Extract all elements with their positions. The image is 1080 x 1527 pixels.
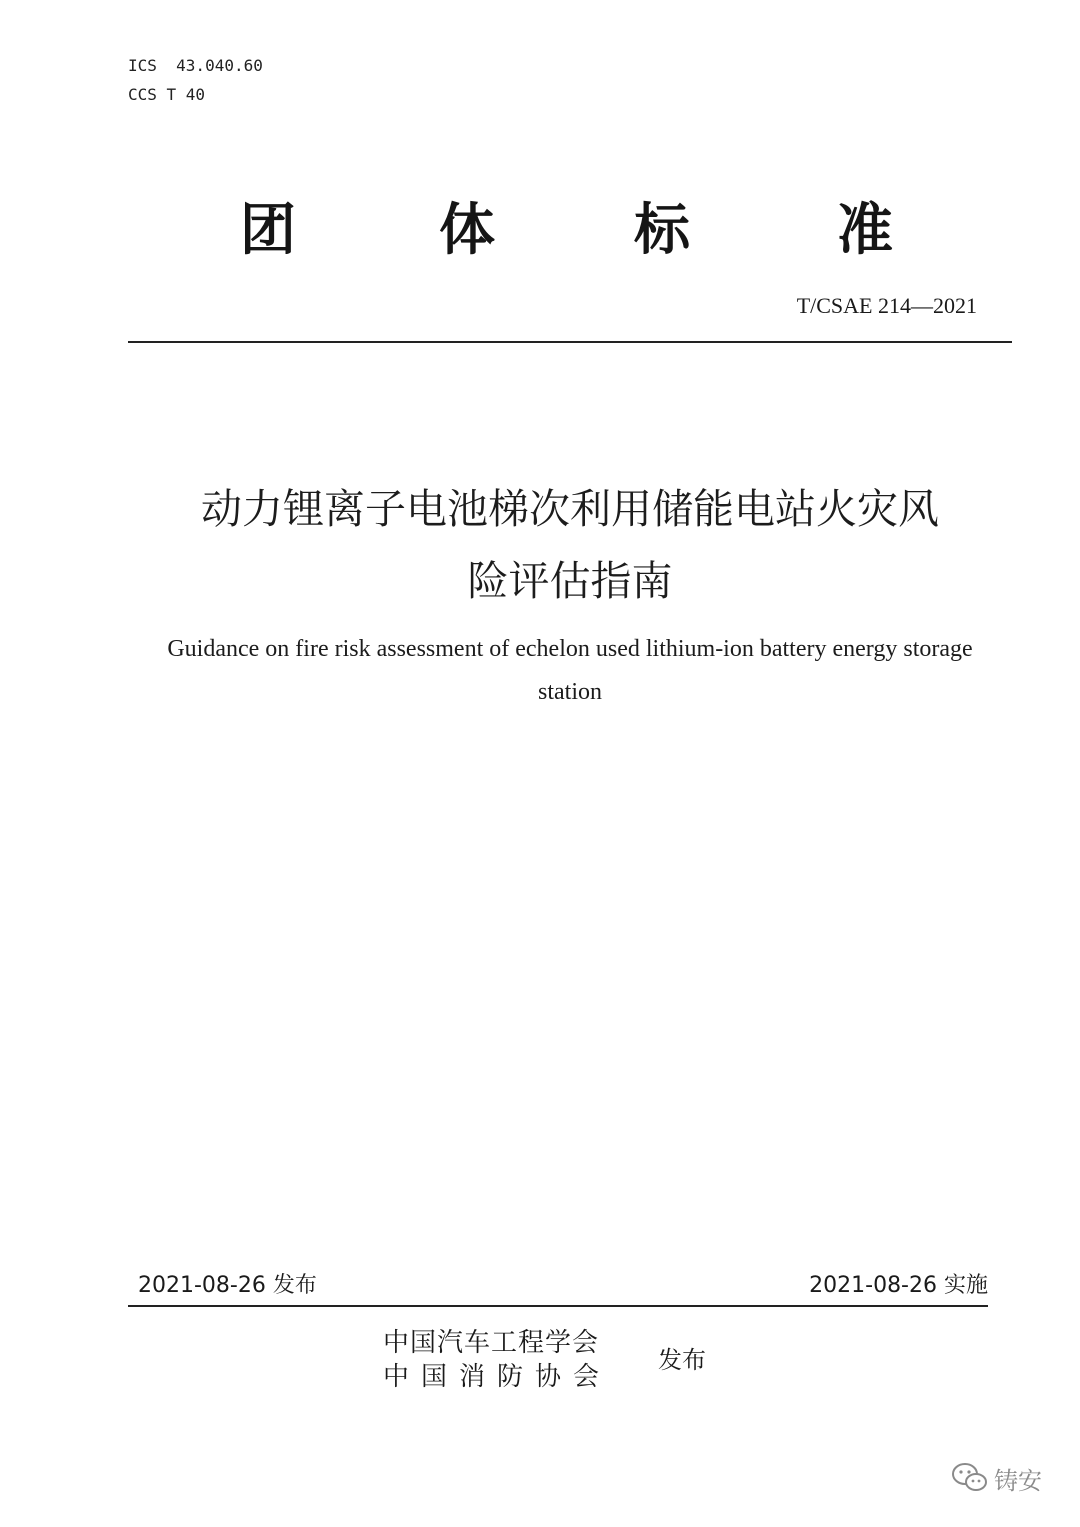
effective-date: 2021-08-26 实施 (809, 1273, 988, 1298)
ics-code: ICS 43.040.60 (128, 56, 263, 75)
document-type-char: 团 (240, 198, 296, 263)
document-type-char: 体 (439, 198, 495, 263)
issue-date: 2021-08-26 发布 (138, 1273, 317, 1298)
document-type-char: 标 (634, 198, 690, 263)
chinese-title-line-1: 动力锂离子电池梯次利用储能电站火灾风 (201, 485, 939, 533)
header-divider (128, 341, 1012, 343)
publisher-line-1: 中国汽车工程学会 (383, 1328, 600, 1358)
standard-number: T/CSAE 214—2021 (796, 293, 977, 318)
footer-divider (128, 1305, 988, 1307)
watermark-text: 铸安 (994, 1467, 1042, 1495)
document-type-char: 准 (837, 198, 893, 263)
english-title-line-2: station (538, 679, 602, 705)
wechat-icon (950, 1461, 990, 1495)
publisher-line-2: 中国消防协会 (383, 1362, 612, 1392)
english-title-line-1: Guidance on fire risk assessment of echelon used lithium-ion battery energy storage (167, 636, 973, 662)
ccs-code: CCS T 40 (128, 85, 206, 104)
watermark (950, 1455, 1060, 1503)
document-type-heading (128, 196, 1012, 276)
chinese-title-line-2: 险评估指南 (467, 557, 673, 605)
publish-label: 发布 (658, 1346, 706, 1374)
